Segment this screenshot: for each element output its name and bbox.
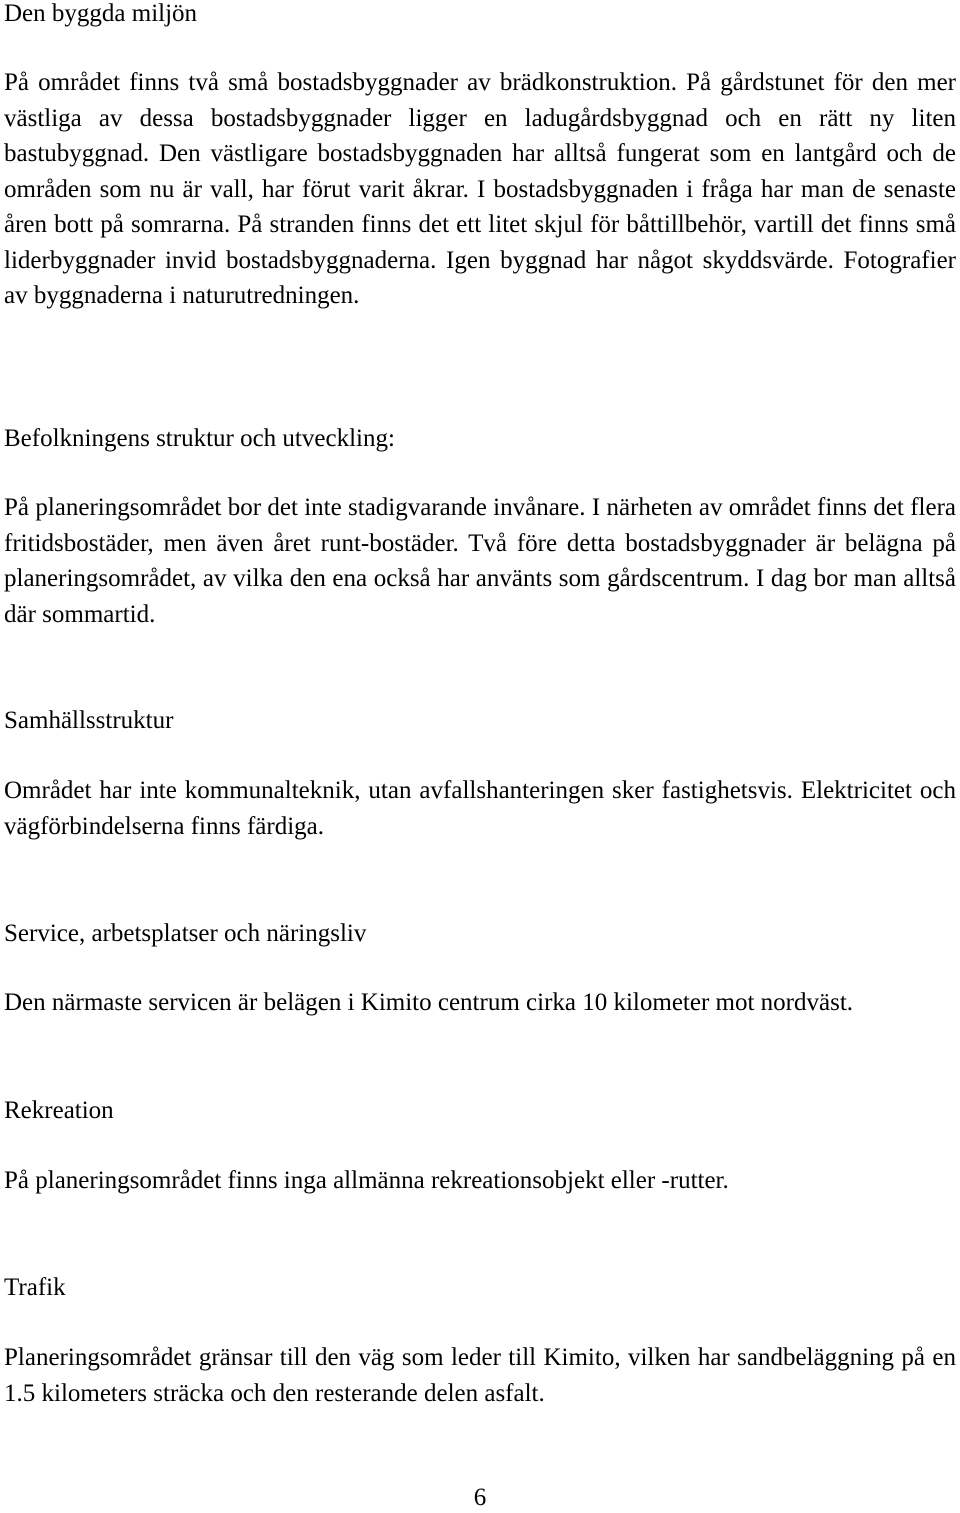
heading-services: Service, arbetsplatser och näringsliv: [4, 920, 367, 947]
document-page: [4, 0, 956, 1513]
paragraph-recreation: På planeringsområdet finns inga allmänna rekreationsobjekt eller -rutter.: [4, 1167, 729, 1194]
heading-recreation: Rekreation: [4, 1097, 114, 1124]
paragraph-traffic: Planeringsområdet gränsar till den väg som leder till Kimito, vilken har sandbeläggning på en 1.5 kilometers sträcka och den resterande delen asfalt.: [4, 1344, 956, 1407]
heading-population: Befolkningens struktur och utveckling:: [4, 425, 395, 452]
heading-traffic: Trafik: [4, 1274, 66, 1301]
heading-built-environment: Den byggda miljön: [4, 0, 198, 27]
paragraph-services: Den närmaste servicen är belägen i Kimito centrum cirka 10 kilometer mot nordväst.: [4, 989, 854, 1016]
paragraph-built-environment: På området finns två små bostadsbyggnader av brädkonstruktion. På gårdstunet för den mer västliga av dessa bostadsbyggnader ligger en ladugårdsbyggnad och en rätt ny liten bastubyggnad. Den västligare bostadsbyggnaden har alltså fungerat som en lantgård och de områden som nu är vall, har förut varit åkrar. I bostadsbyggnaden i fråga har man de senaste åren bott på somrarna. På stranden finns det ett litet skjul för båttillbehör, vartill det finns små liderbyggnader invid bostadsbyggnaderna. Igen byggnad har något skyddsvärde. Fotografier av byggnaderna i naturutredningen.: [4, 69, 956, 309]
page-number: 6: [473, 1484, 487, 1511]
paragraph-community-structure: Området har inte kommunalteknik, utan avfallshanteringen sker fastighetsvis. Elektricitet och vägförbindelserna finns färdiga.: [4, 777, 956, 840]
paragraph-population: På planeringsområdet bor det inte stadigvarande invånare. I närheten av området finns det flera fritidsbostäder, men även året runt-bostäder. Två före detta bostadsbyggnader är belägna på planeringsområdet, av vilka den ena också har använts som gårdscentrum. I dag bor man alltså där sommartid.: [4, 494, 956, 628]
heading-community-structure: Samhällsstruktur: [4, 707, 174, 734]
